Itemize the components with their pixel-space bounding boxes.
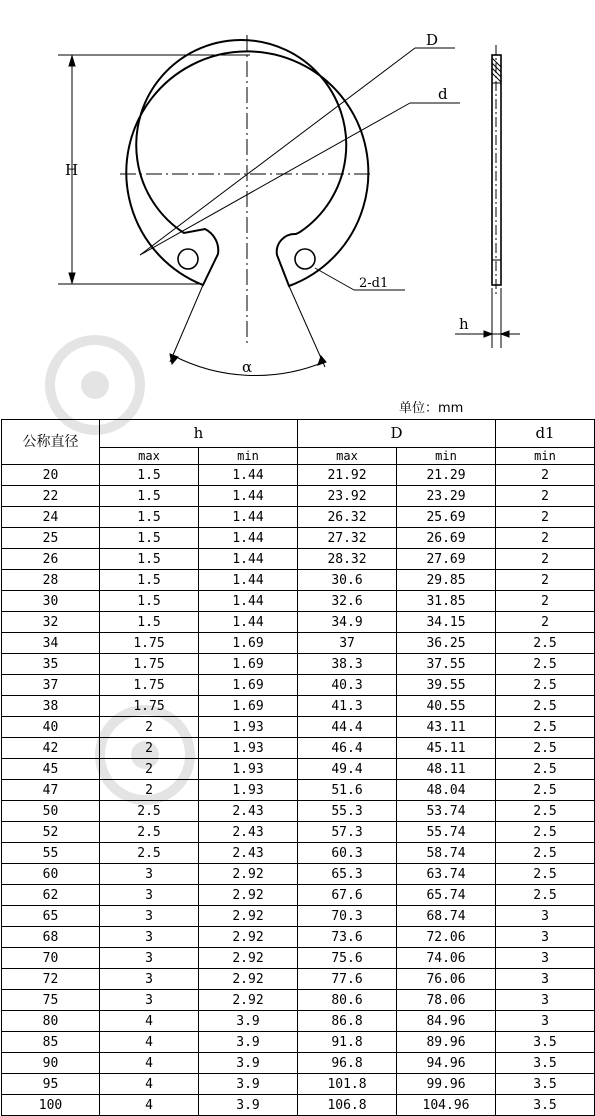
cell-D-min: 84.96 [397, 1011, 496, 1032]
cell-d1-min: 2.5 [496, 843, 595, 864]
cell-d1-min: 2.5 [496, 633, 595, 654]
table-row [2, 759, 595, 780]
cell-nominal-diameter: 90 [2, 1053, 100, 1074]
cell-h-max: 1.5 [100, 486, 199, 507]
cell-h-min: 3.9 [199, 1053, 298, 1074]
cell-h-min: 1.69 [199, 696, 298, 717]
cell-d1-min: 3 [496, 927, 595, 948]
cell-nominal-diameter: 26 [2, 549, 100, 570]
subheader-d1-min: min [496, 448, 595, 465]
cell-D-max: 51.6 [298, 780, 397, 801]
table-row [2, 612, 595, 633]
cell-h-min: 1.44 [199, 612, 298, 633]
cell-D-max: 57.3 [298, 822, 397, 843]
cell-D-min: 104.96 [397, 1095, 496, 1116]
cell-h-max: 4 [100, 1053, 199, 1074]
cell-d1-min: 3 [496, 948, 595, 969]
cell-nominal-diameter: 50 [2, 801, 100, 822]
label-hole: 2-d1 [359, 276, 389, 291]
table-row [2, 738, 595, 759]
cell-D-max: 38.3 [298, 654, 397, 675]
cell-D-max: 70.3 [298, 906, 397, 927]
cell-nominal-diameter: 37 [2, 675, 100, 696]
cell-D-max: 27.32 [298, 528, 397, 549]
cell-d1-min: 3.5 [496, 1032, 595, 1053]
cell-D-max: 75.6 [298, 948, 397, 969]
cell-D-min: 94.96 [397, 1053, 496, 1074]
cell-d1-min: 2.5 [496, 801, 595, 822]
label-h: h [459, 315, 469, 333]
cell-D-max: 41.3 [298, 696, 397, 717]
cell-D-max: 49.4 [298, 759, 397, 780]
cell-nominal-diameter: 45 [2, 759, 100, 780]
cell-D-min: 45.11 [397, 738, 496, 759]
cell-d1-min: 3 [496, 906, 595, 927]
cell-nominal-diameter: 80 [2, 1011, 100, 1032]
cell-D-min: 40.55 [397, 696, 496, 717]
subheader-D-max: max [298, 448, 397, 465]
cell-d1-min: 2.5 [496, 822, 595, 843]
cell-D-min: 39.55 [397, 675, 496, 696]
cell-d1-min: 2.5 [496, 780, 595, 801]
cell-D-min: 23.29 [397, 486, 496, 507]
cell-D-min: 31.85 [397, 591, 496, 612]
cell-d1-min: 3.5 [496, 1053, 595, 1074]
cell-h-min: 1.93 [199, 738, 298, 759]
cell-D-min: 29.85 [397, 570, 496, 591]
cell-h-max: 2.5 [100, 843, 199, 864]
cell-D-min: 27.69 [397, 549, 496, 570]
spec-table [1, 419, 595, 1116]
cell-nominal-diameter: 55 [2, 843, 100, 864]
cell-nominal-diameter: 52 [2, 822, 100, 843]
cell-d1-min: 2.5 [496, 675, 595, 696]
subheader-h-min: min [199, 448, 298, 465]
cell-D-min: 53.74 [397, 801, 496, 822]
cell-d1-min: 3 [496, 1011, 595, 1032]
cell-D-min: 55.74 [397, 822, 496, 843]
table-row [2, 654, 595, 675]
cell-h-max: 1.5 [100, 528, 199, 549]
cell-d1-min: 2.5 [496, 885, 595, 906]
cell-h-min: 2.43 [199, 801, 298, 822]
col-header-d1: d1 [496, 420, 595, 448]
cell-h-max: 1.75 [100, 654, 199, 675]
cell-nominal-diameter: 30 [2, 591, 100, 612]
cell-d1-min: 2.5 [496, 696, 595, 717]
cell-D-max: 26.32 [298, 507, 397, 528]
cell-D-min: 63.74 [397, 864, 496, 885]
cell-D-min: 68.74 [397, 906, 496, 927]
cell-h-max: 1.5 [100, 549, 199, 570]
cell-h-max: 1.75 [100, 675, 199, 696]
cell-D-max: 101.8 [298, 1074, 397, 1095]
table-row [2, 990, 595, 1011]
table-row [2, 1053, 595, 1074]
cell-D-max: 28.32 [298, 549, 397, 570]
cell-h-min: 3.9 [199, 1032, 298, 1053]
cell-D-max: 60.3 [298, 843, 397, 864]
cell-D-max: 106.8 [298, 1095, 397, 1116]
cell-D-max: 46.4 [298, 738, 397, 759]
cell-d1-min: 2 [496, 528, 595, 549]
cell-h-min: 3.9 [199, 1074, 298, 1095]
cell-nominal-diameter: 40 [2, 717, 100, 738]
table-row [2, 1011, 595, 1032]
cell-D-max: 23.92 [298, 486, 397, 507]
cell-D-max: 96.8 [298, 1053, 397, 1074]
cell-d1-min: 2.5 [496, 717, 595, 738]
table-row [2, 570, 595, 591]
cell-d1-min: 2 [496, 486, 595, 507]
unit-note: 单位：mm [399, 401, 464, 416]
cell-D-max: 32.6 [298, 591, 397, 612]
cell-nominal-diameter: 38 [2, 696, 100, 717]
cell-d1-min: 2 [496, 465, 595, 486]
table-row [2, 948, 595, 969]
cell-h-max: 2.5 [100, 822, 199, 843]
cell-h-max: 2 [100, 759, 199, 780]
cell-nominal-diameter: 60 [2, 864, 100, 885]
cell-d1-min: 2 [496, 591, 595, 612]
cell-D-min: 34.15 [397, 612, 496, 633]
table-row [2, 927, 595, 948]
cell-d1-min: 3.5 [496, 1095, 595, 1116]
cell-D-max: 34.9 [298, 612, 397, 633]
right-lug-hole [295, 249, 315, 269]
label-d: d [438, 85, 448, 103]
cell-h-max: 1.5 [100, 612, 199, 633]
cell-D-max: 65.3 [298, 864, 397, 885]
left-lug-hole [178, 249, 198, 269]
cell-nominal-diameter: 75 [2, 990, 100, 1011]
table-row [2, 465, 595, 486]
cell-D-min: 58.74 [397, 843, 496, 864]
cell-D-min: 37.55 [397, 654, 496, 675]
cell-h-min: 2.43 [199, 843, 298, 864]
cell-D-max: 86.8 [298, 1011, 397, 1032]
cell-h-max: 1.5 [100, 465, 199, 486]
table-row [2, 1095, 595, 1116]
label-D: D [426, 31, 439, 49]
table-row [2, 864, 595, 885]
col-header-nominal-diameter: 公称直径 [2, 420, 100, 465]
cell-nominal-diameter: 85 [2, 1032, 100, 1053]
cell-d1-min: 2.5 [496, 738, 595, 759]
cell-D-min: 89.96 [397, 1032, 496, 1053]
cell-D-min: 43.11 [397, 717, 496, 738]
cell-nominal-diameter: 42 [2, 738, 100, 759]
cell-D-min: 48.11 [397, 759, 496, 780]
retaining-ring-drawing [0, 0, 595, 405]
cell-h-min: 1.69 [199, 675, 298, 696]
col-header-h: h [100, 420, 298, 448]
cell-h-min: 1.93 [199, 780, 298, 801]
cell-D-max: 80.6 [298, 990, 397, 1011]
cell-D-max: 55.3 [298, 801, 397, 822]
cell-h-min: 1.93 [199, 717, 298, 738]
cell-d1-min: 2.5 [496, 654, 595, 675]
cell-h-max: 3 [100, 864, 199, 885]
cell-h-min: 1.44 [199, 528, 298, 549]
cell-D-min: 99.96 [397, 1074, 496, 1095]
cell-nominal-diameter: 25 [2, 528, 100, 549]
cell-h-max: 3 [100, 885, 199, 906]
cell-h-min: 2.92 [199, 990, 298, 1011]
cell-h-max: 3 [100, 948, 199, 969]
cell-h-max: 2 [100, 717, 199, 738]
cell-h-max: 3 [100, 927, 199, 948]
cell-D-max: 37 [298, 633, 397, 654]
cell-nominal-diameter: 35 [2, 654, 100, 675]
cell-D-min: 72.06 [397, 927, 496, 948]
cell-d1-min: 2 [496, 570, 595, 591]
cell-h-min: 1.44 [199, 549, 298, 570]
cell-h-max: 1.75 [100, 633, 199, 654]
cell-D-max: 91.8 [298, 1032, 397, 1053]
cell-nominal-diameter: 70 [2, 948, 100, 969]
cell-h-max: 4 [100, 1011, 199, 1032]
table-row [2, 507, 595, 528]
cell-D-min: 78.06 [397, 990, 496, 1011]
cell-h-min: 2.92 [199, 927, 298, 948]
cell-nominal-diameter: 68 [2, 927, 100, 948]
cell-h-min: 1.93 [199, 759, 298, 780]
cell-h-min: 1.44 [199, 591, 298, 612]
table-row [2, 549, 595, 570]
table-row [2, 969, 595, 990]
table-row [2, 528, 595, 549]
cell-nominal-diameter: 100 [2, 1095, 100, 1116]
cell-h-max: 2 [100, 738, 199, 759]
table-row [2, 801, 595, 822]
cell-d1-min: 3 [496, 969, 595, 990]
cell-D-max: 73.6 [298, 927, 397, 948]
cell-D-min: 26.69 [397, 528, 496, 549]
table-row [2, 843, 595, 864]
cell-nominal-diameter: 20 [2, 465, 100, 486]
cell-D-max: 30.6 [298, 570, 397, 591]
table-row [2, 696, 595, 717]
cell-nominal-diameter: 47 [2, 780, 100, 801]
cell-D-min: 74.06 [397, 948, 496, 969]
d-inner-leader [140, 103, 410, 255]
col-header-D: D [298, 420, 496, 448]
table-row [2, 1032, 595, 1053]
cell-h-min: 2.92 [199, 864, 298, 885]
table-row [2, 885, 595, 906]
cell-h-max: 4 [100, 1032, 199, 1053]
cell-d1-min: 2 [496, 549, 595, 570]
label-H: H [65, 161, 79, 179]
cell-h-min: 3.9 [199, 1095, 298, 1116]
cell-h-max: 2 [100, 780, 199, 801]
cell-h-max: 1.75 [100, 696, 199, 717]
cell-D-max: 21.92 [298, 465, 397, 486]
cell-D-max: 67.6 [298, 885, 397, 906]
subheader-D-min: min [397, 448, 496, 465]
cell-d1-min: 2.5 [496, 864, 595, 885]
table-row [2, 486, 595, 507]
cell-D-max: 44.4 [298, 717, 397, 738]
cell-h-max: 2.5 [100, 801, 199, 822]
cell-d1-min: 2.5 [496, 759, 595, 780]
subheader-h-max: max [100, 448, 199, 465]
cell-nominal-diameter: 62 [2, 885, 100, 906]
cell-nominal-diameter: 32 [2, 612, 100, 633]
cell-h-min: 2.92 [199, 906, 298, 927]
cell-h-min: 1.69 [199, 654, 298, 675]
cell-h-min: 1.44 [199, 486, 298, 507]
cell-h-max: 3 [100, 969, 199, 990]
cell-D-min: 21.29 [397, 465, 496, 486]
cell-D-min: 25.69 [397, 507, 496, 528]
table-row [2, 906, 595, 927]
cell-D-max: 40.3 [298, 675, 397, 696]
cell-h-max: 3 [100, 990, 199, 1011]
cell-nominal-diameter: 72 [2, 969, 100, 990]
cell-h-min: 1.44 [199, 570, 298, 591]
cell-h-min: 2.92 [199, 948, 298, 969]
table-row [2, 717, 595, 738]
cell-h-min: 2.43 [199, 822, 298, 843]
cell-nominal-diameter: 95 [2, 1074, 100, 1095]
cell-h-min: 1.44 [199, 507, 298, 528]
label-angle: α [242, 358, 253, 376]
cell-nominal-diameter: 24 [2, 507, 100, 528]
cell-h-max: 1.5 [100, 507, 199, 528]
table-row [2, 822, 595, 843]
cell-nominal-diameter: 34 [2, 633, 100, 654]
cell-D-min: 76.06 [397, 969, 496, 990]
cell-nominal-diameter: 65 [2, 906, 100, 927]
cell-h-min: 3.9 [199, 1011, 298, 1032]
table-row [2, 1074, 595, 1095]
cell-nominal-diameter: 28 [2, 570, 100, 591]
cell-d1-min: 2 [496, 612, 595, 633]
cell-d1-min: 3.5 [496, 1074, 595, 1095]
table-row [2, 591, 595, 612]
cell-h-max: 1.5 [100, 570, 199, 591]
cell-h-min: 1.69 [199, 633, 298, 654]
cell-h-min: 2.92 [199, 885, 298, 906]
cell-nominal-diameter: 22 [2, 486, 100, 507]
cell-h-min: 1.44 [199, 465, 298, 486]
cell-D-min: 36.25 [397, 633, 496, 654]
cell-D-max: 77.6 [298, 969, 397, 990]
cell-h-max: 4 [100, 1095, 199, 1116]
cell-h-max: 3 [100, 906, 199, 927]
cell-D-min: 48.04 [397, 780, 496, 801]
cell-h-max: 4 [100, 1074, 199, 1095]
table-row [2, 633, 595, 654]
cell-d1-min: 2 [496, 507, 595, 528]
table-row [2, 675, 595, 696]
cell-d1-min: 3 [496, 990, 595, 1011]
table-row [2, 780, 595, 801]
cell-h-max: 1.5 [100, 591, 199, 612]
cell-D-min: 65.74 [397, 885, 496, 906]
d-outer-leader [140, 48, 415, 255]
cell-h-min: 2.92 [199, 969, 298, 990]
